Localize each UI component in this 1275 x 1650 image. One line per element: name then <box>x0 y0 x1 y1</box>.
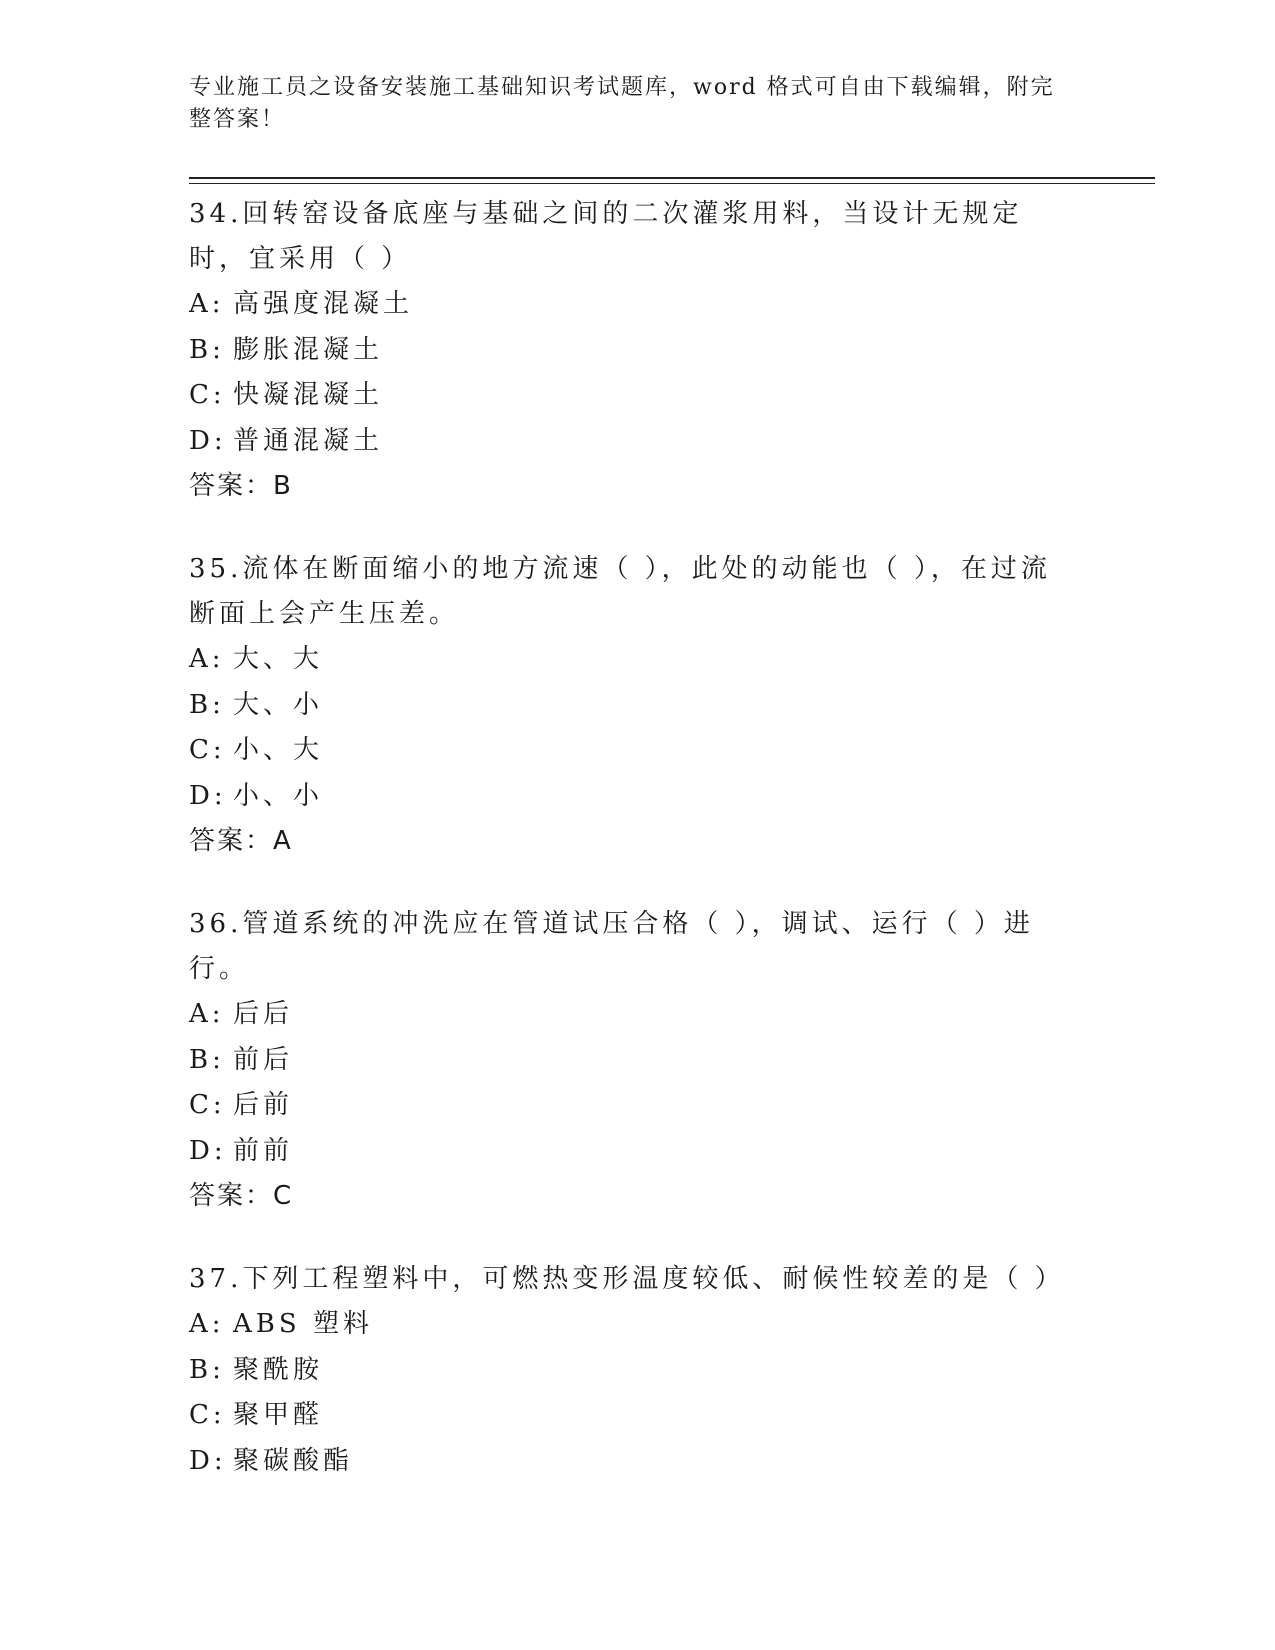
option-text: 大、小 <box>233 689 324 720</box>
question-stem: 34.回转窑设备底座与基础之间的二次灌浆用料，当设计无规定时，宜采用（ ） <box>189 199 1023 274</box>
option-a <box>189 992 1089 1038</box>
option-d <box>189 1439 1089 1485</box>
question-37 <box>189 1257 1089 1484</box>
option-text: 快凝混凝土 <box>233 380 384 410</box>
option-key: C: <box>189 735 226 765</box>
option-text: 膨胀混凝土 <box>233 334 384 365</box>
option-key: B: <box>189 1044 225 1075</box>
option-text: 聚碳酸酯 <box>233 1445 354 1476</box>
question-stem: 37.下列工程塑料中，可燃热变形温度较低、耐候性较差的是（ ） <box>189 1264 1065 1294</box>
option-c <box>189 373 1089 419</box>
option-key: B: <box>189 1354 225 1385</box>
option-a <box>189 282 1089 328</box>
option-text: 大、大 <box>233 644 324 674</box>
option-key: D: <box>189 1135 227 1166</box>
option-b <box>189 1038 1089 1084</box>
option-c <box>189 1083 1089 1129</box>
option-text: 普通混凝土 <box>233 425 384 456</box>
answer-line: 答案：C <box>189 1181 294 1211</box>
option-d <box>189 774 1089 820</box>
option-text: 后前 <box>233 1090 294 1120</box>
option-key: A: <box>189 999 225 1029</box>
option-text: 小、大 <box>233 735 324 765</box>
option-key: A: <box>189 1309 225 1339</box>
option-text: 前前 <box>233 1135 294 1166</box>
option-text: 聚酰胺 <box>233 1354 324 1385</box>
question-stem: 36.管道系统的冲洗应在管道试压合格（ ），调试、运行（ ）进行。 <box>189 909 1034 984</box>
option-d <box>189 419 1089 465</box>
option-c <box>189 728 1089 774</box>
answer-line: 答案：B <box>189 471 293 501</box>
header-divider-thick <box>189 177 1155 179</box>
option-c <box>189 1393 1089 1439</box>
option-text: ABS 塑料 <box>233 1309 373 1339</box>
option-key: C: <box>189 380 226 410</box>
option-key: D: <box>189 780 227 811</box>
question-36 <box>189 902 1089 1218</box>
option-key: A: <box>189 289 225 319</box>
option-key: A: <box>189 644 225 674</box>
option-key: C: <box>189 1090 226 1120</box>
option-key: D: <box>189 1445 227 1476</box>
question-list <box>189 192 1089 1523</box>
option-a <box>189 637 1089 683</box>
option-b <box>189 328 1089 374</box>
option-key: B: <box>189 689 225 720</box>
option-text: 小、小 <box>233 780 324 811</box>
option-text: 聚甲醛 <box>233 1400 324 1430</box>
question-stem: 35.流体在断面缩小的地方流速（ ），此处的动能也（ ），在过流断面上会产生压差。 <box>189 554 1051 629</box>
option-b <box>189 1348 1089 1394</box>
option-a <box>189 1302 1089 1348</box>
option-key: B: <box>189 334 225 365</box>
option-key: C: <box>189 1400 226 1430</box>
answer-line: 答案：A <box>189 826 293 856</box>
question-35 <box>189 547 1089 863</box>
option-text: 前后 <box>233 1044 294 1075</box>
option-d <box>189 1129 1089 1175</box>
question-34 <box>189 192 1089 508</box>
option-b <box>189 683 1089 729</box>
option-text: 后后 <box>233 999 294 1029</box>
option-key: D: <box>189 425 227 456</box>
document-header: 专业施工员之设备安装施工基础知识考试题库，word 格式可自由下载编辑，附完整答案！ <box>189 75 1055 132</box>
header-divider-thin <box>189 183 1155 184</box>
option-text: 高强度混凝土 <box>233 289 414 319</box>
